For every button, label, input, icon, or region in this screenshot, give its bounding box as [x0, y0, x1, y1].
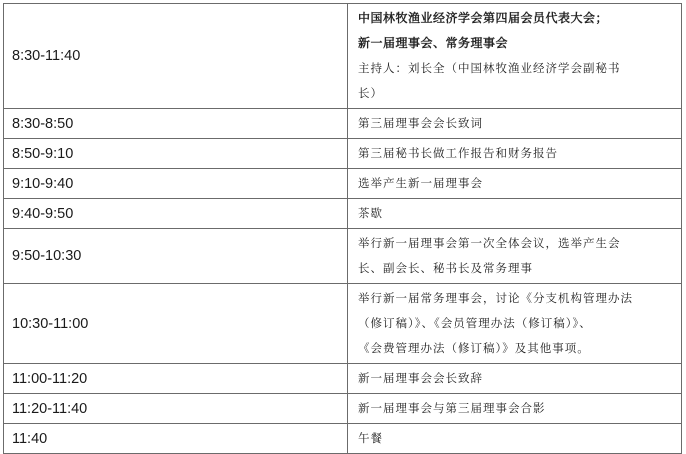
time-cell: 11:20-11:40 [4, 394, 348, 424]
agenda-cell [348, 284, 682, 364]
host-line-cont: 长） [358, 86, 383, 100]
agenda-text: 新一届理事会与第三届理事会合影 [358, 401, 546, 415]
time-cell: 9:40-9:50 [4, 199, 348, 229]
agenda-text-cont: 《会费管理办法（修订稿）》及其他事项。 [358, 341, 590, 355]
agenda-cell [348, 139, 682, 169]
agenda-cell [348, 229, 682, 284]
time-cell: 8:50-9:10 [4, 139, 348, 169]
table-row [4, 4, 682, 109]
agenda-text: 举行新一届常务理事会，讨论《分支机构管理办法 [358, 291, 633, 305]
agenda-text: 举行新一届理事会第一次全体会议，选举产生会 [358, 236, 621, 250]
agenda-cell [348, 199, 682, 229]
agenda-text: 午餐 [358, 431, 383, 445]
table-row [4, 284, 682, 364]
agenda-text: 新一届理事会会长致辞 [358, 371, 483, 385]
agenda-text: 茶歇 [358, 206, 383, 220]
agenda-text: 第三届秘书长做工作报告和财务报告 [358, 146, 558, 160]
agenda-text-cont: （修订稿）》、《会员管理办法（修订稿）》、 [358, 316, 592, 330]
table-row [4, 394, 682, 424]
table-row [4, 199, 682, 229]
time-cell: 9:10-9:40 [4, 169, 348, 199]
agenda-cell [348, 364, 682, 394]
time-cell: 11:00-11:20 [4, 364, 348, 394]
table-row [4, 139, 682, 169]
agenda-cell [348, 109, 682, 139]
table-row [4, 109, 682, 139]
time-cell: 8:30-11:40 [4, 4, 348, 109]
agenda-text-cont: 长、副会长、秘书长及常务理事 [358, 261, 533, 275]
session-title: 中国林牧渔业经济学会第四届会员代表大会； [358, 11, 609, 25]
agenda-cell [348, 394, 682, 424]
agenda-text: 选举产生新一届理事会 [358, 176, 483, 190]
table-row [4, 364, 682, 394]
time-cell: 8:30-8:50 [4, 109, 348, 139]
session-subtitle: 新一届理事会、常务理事会 [358, 36, 509, 50]
time-cell: 11:40 [4, 424, 348, 454]
table-row [4, 169, 682, 199]
agenda-cell [348, 4, 682, 109]
agenda-text: 第三届理事会会长致词 [358, 116, 483, 130]
schedule-table [3, 3, 682, 454]
agenda-cell [348, 169, 682, 199]
host-line: 主持人：刘长全（中国林牧渔业经济学会副秘书 [358, 61, 621, 75]
table-row [4, 229, 682, 284]
agenda-cell [348, 424, 682, 454]
time-cell: 10:30-11:00 [4, 284, 348, 364]
table-row [4, 424, 682, 454]
time-cell: 9:50-10:30 [4, 229, 348, 284]
